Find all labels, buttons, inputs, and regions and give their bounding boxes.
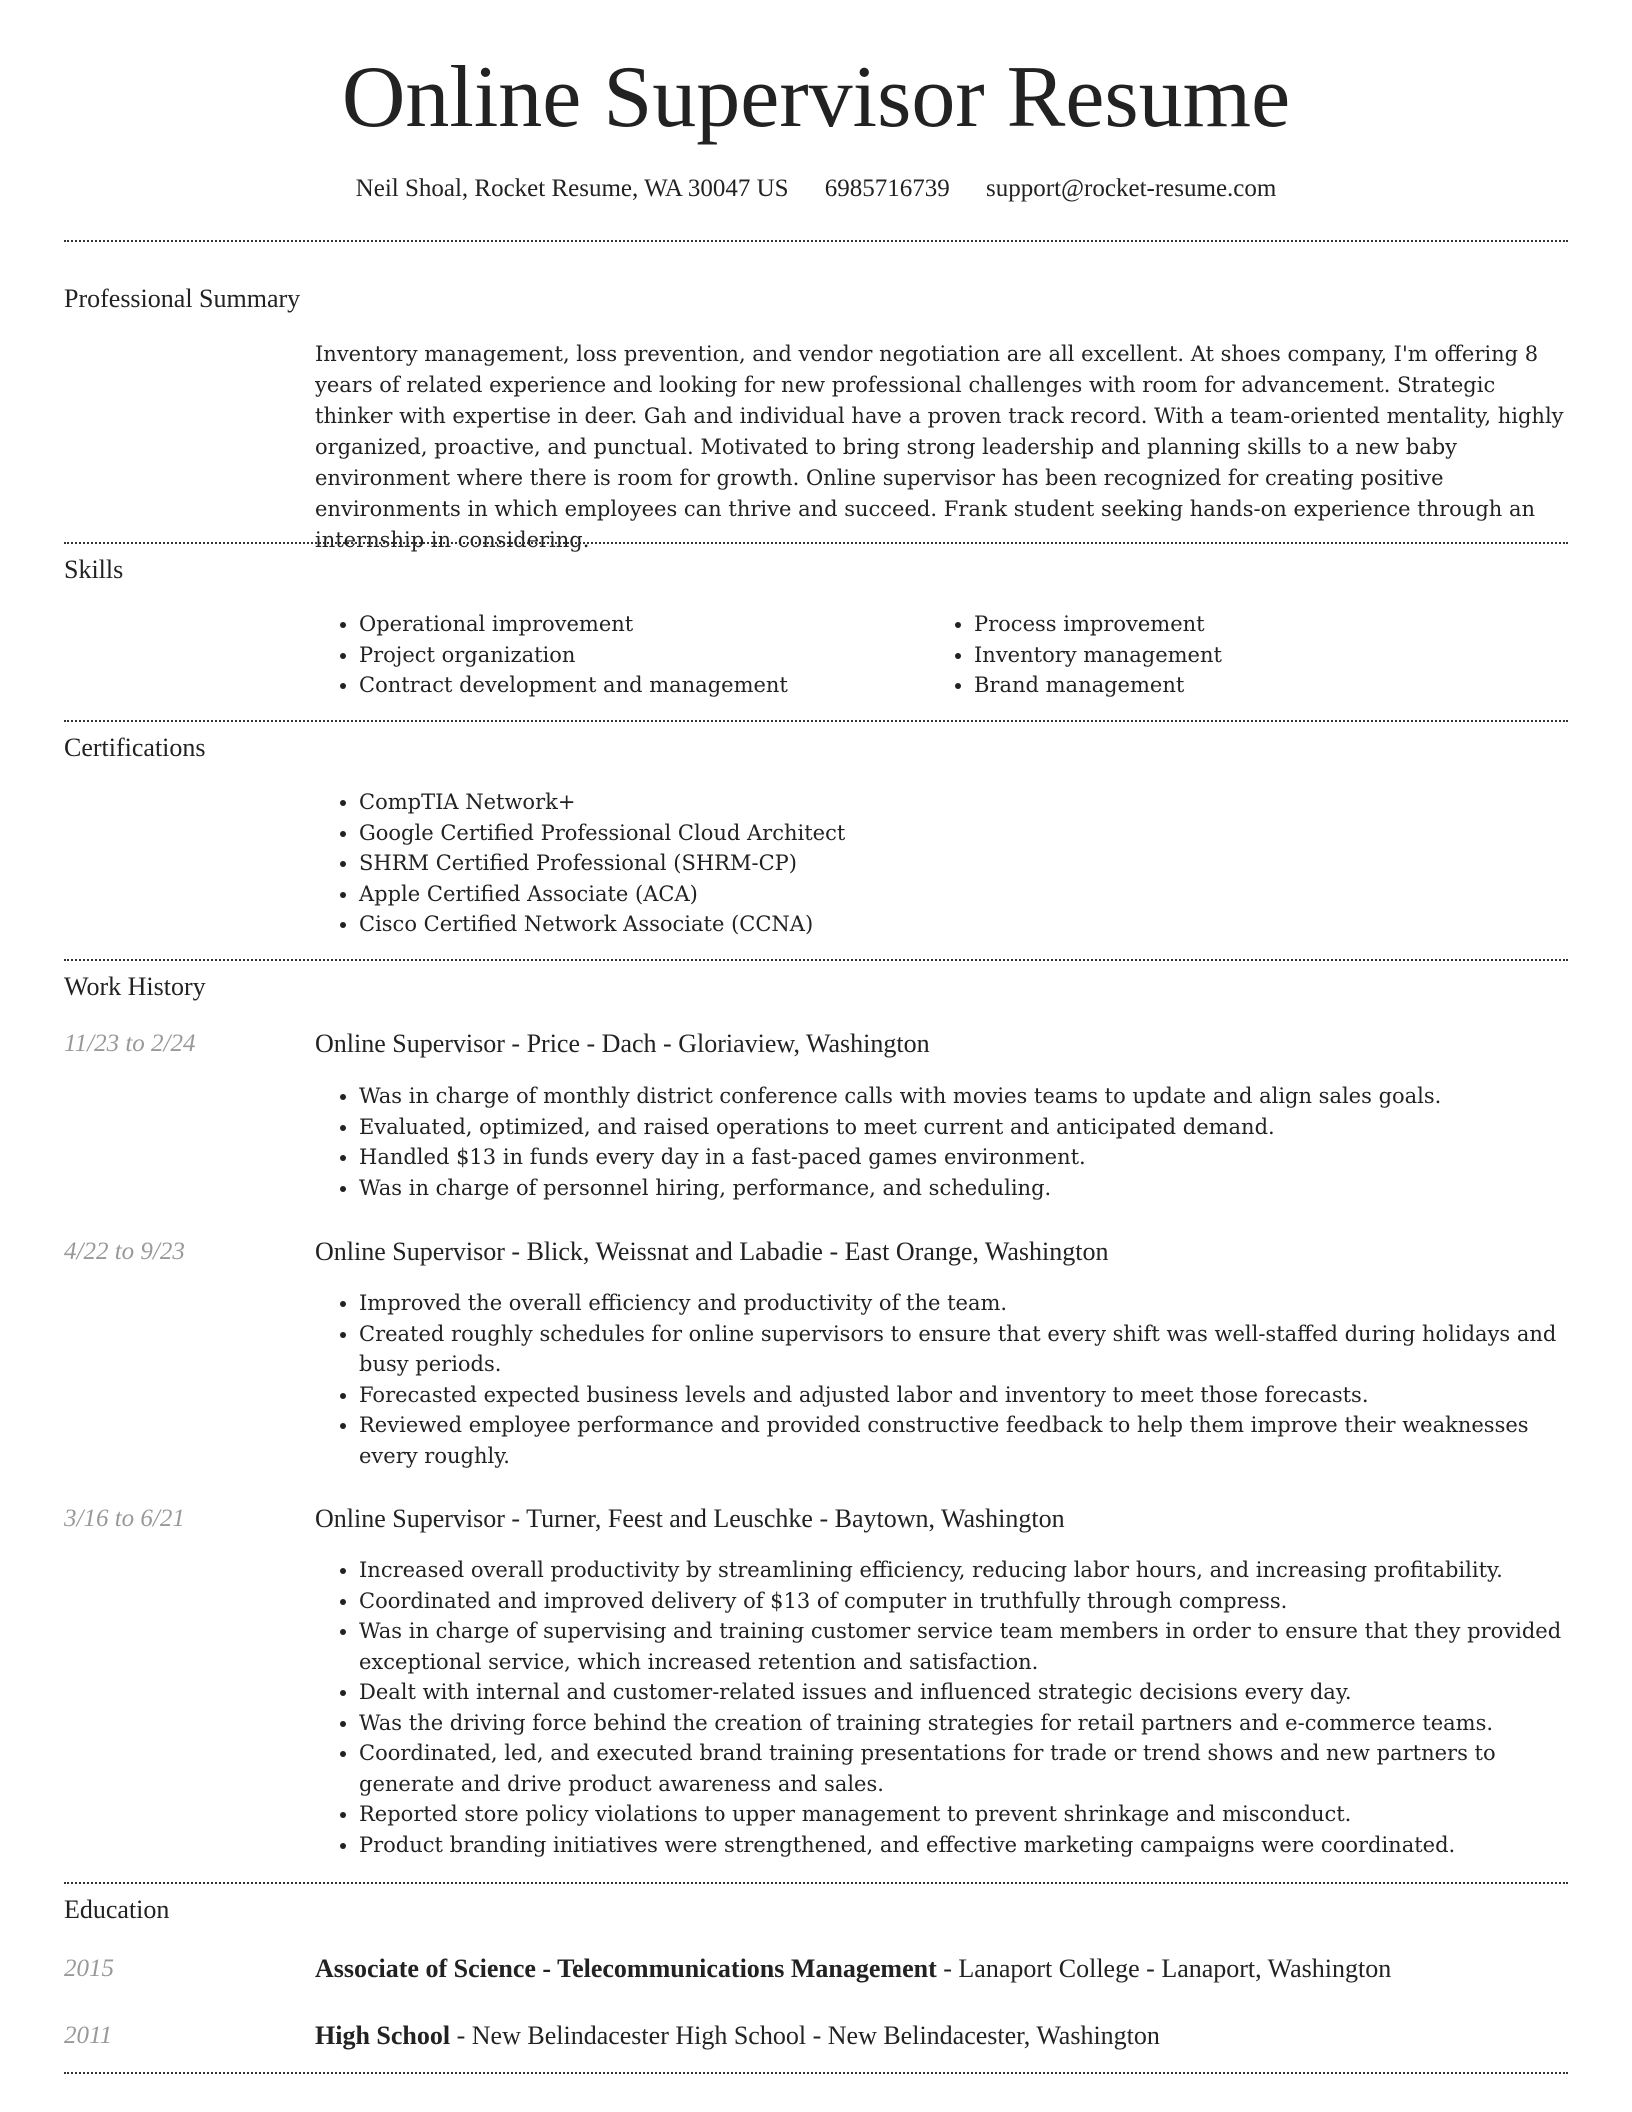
job-bullet: • Forecasted expected business levels and adjusted labor and inventory to meet those forecasts. — [359, 1380, 1569, 1411]
job-header — [315, 1027, 930, 1061]
education-separator: - — [806, 2021, 828, 2050]
job-bullet: • Reviewed employee performance and provided constructive feedback to help them improve their weaknesses every roughly. — [359, 1410, 1569, 1471]
resume-title: Online Supervisor Resume — [341, 49, 1291, 146]
job-header — [315, 1235, 1109, 1269]
section-divider — [64, 720, 1568, 722]
certification-item: • Cisco Certified Network Associate (CCNA) — [359, 909, 1559, 940]
skills-heading: Skills — [64, 555, 124, 584]
job-bullet: • Handled $13 in funds every day in a fast-paced games environment. — [359, 1142, 1569, 1173]
job-company: Price - Dach — [526, 1029, 657, 1058]
job-separator: - — [656, 1029, 679, 1058]
job-bullets — [315, 1555, 1569, 1860]
contact-address: Neil Shoal, Rocket Resume, WA 30047 US — [355, 175, 789, 202]
job-bullets — [315, 1288, 1569, 1471]
job-bullet: • Created roughly schedules for online supervisors to ensure that every shift was well-staffed during holidays and busy periods. — [359, 1319, 1569, 1380]
certification-item: • SHRM Certified Professional (SHRM-CP) — [359, 848, 1559, 879]
skill-item: • Brand management — [974, 670, 1574, 701]
skills-list-right — [930, 609, 1574, 701]
job-separator: - — [504, 1029, 527, 1058]
job-bullet: • Was the driving force behind the creation of training strategies for retail partners and e-commerce teams. — [359, 1708, 1569, 1739]
job-separator: - — [812, 1504, 835, 1533]
contact-line — [0, 170, 1632, 208]
education-location: New Belindacester, Washington — [827, 2021, 1160, 2050]
certifications-list — [315, 787, 1559, 940]
contact-email: support@rocket-resume.com — [986, 175, 1277, 202]
job-title: Online Supervisor — [315, 1237, 505, 1266]
job-title: Online Supervisor — [315, 1504, 505, 1533]
certifications-heading: Certifications — [64, 733, 206, 762]
job-bullet: • Product branding initiatives were strengthened, and effective marketing campaigns were coordinated. — [359, 1830, 1569, 1861]
job-location: East Orange, Washington — [844, 1237, 1109, 1266]
education-separator: - — [450, 2021, 472, 2050]
job-dates: 3/16 to 6/21 — [64, 1505, 185, 1532]
job-bullet: • Evaluated, optimized, and raised operations to meet current and anticipated demand. — [359, 1112, 1569, 1143]
job-bullet: • Was in charge of supervising and training customer service team members in order to ensure that they provided exceptional service, which increased retention and satisfaction. — [359, 1616, 1569, 1677]
job-bullet: • Coordinated and improved delivery of $13 of computer in truthfully through compress. — [359, 1586, 1569, 1617]
job-header — [315, 1502, 1065, 1536]
certification-item: • Apple Certified Associate (ACA) — [359, 879, 1559, 910]
education-entry — [315, 1952, 1391, 1986]
job-dates: 11/23 to 2/24 — [64, 1030, 196, 1057]
skill-item: • Process improvement — [974, 609, 1574, 640]
work-heading: Work History — [64, 972, 206, 1001]
education-separator: - — [936, 1954, 959, 1983]
job-location: Gloriaview, Washington — [678, 1029, 930, 1058]
section-divider — [64, 2072, 1568, 2074]
job-company: Blick, Weissnat and Labadie — [526, 1237, 823, 1266]
section-divider — [64, 542, 1568, 544]
education-year: 2015 — [64, 1955, 114, 1982]
job-bullet: • Dealt with internal and customer-related issues and influenced strategic decisions every day. — [359, 1677, 1569, 1708]
job-bullet: • Improved the overall efficiency and productivity of the team. — [359, 1288, 1569, 1319]
job-dates: 4/22 to 9/23 — [64, 1238, 185, 1265]
job-bullets — [315, 1081, 1569, 1203]
job-company: Turner, Feest and Leuschke — [526, 1504, 813, 1533]
job-separator: - — [822, 1237, 845, 1266]
job-bullet: • Increased overall productivity by streamlining efficiency, reducing labor hours, and increasing profitability. — [359, 1555, 1569, 1586]
education-school: Lanaport College — [958, 1954, 1140, 1983]
summary-heading: Professional Summary — [64, 284, 301, 313]
job-title: Online Supervisor — [315, 1029, 505, 1058]
skill-item: • Inventory management — [974, 640, 1574, 671]
certification-item: • Google Certified Professional Cloud Architect — [359, 818, 1559, 849]
job-bullet: • Was in charge of monthly district conference calls with movies teams to update and align sales goals. — [359, 1081, 1569, 1112]
education-year: 2011 — [64, 2022, 113, 2049]
skill-item: • Operational improvement — [359, 609, 919, 640]
education-location: Lanaport, Washington — [1161, 1954, 1392, 1983]
skill-item: • Project organization — [359, 640, 919, 671]
job-separator: - — [504, 1237, 527, 1266]
job-bullet: • Was in charge of personnel hiring, performance, and scheduling. — [359, 1173, 1569, 1204]
education-school: New Belindacester High School — [471, 2021, 807, 2050]
education-degree: Associate of Science - Telecommunications Management — [315, 1954, 937, 1983]
education-separator: - — [1139, 1954, 1162, 1983]
job-separator: - — [504, 1504, 527, 1533]
education-entry — [315, 2019, 1160, 2053]
section-divider — [64, 1882, 1568, 1884]
skills-list-left — [315, 609, 919, 701]
education-degree: High School — [315, 2021, 451, 2050]
job-location: Baytown, Washington — [834, 1504, 1065, 1533]
section-divider — [64, 959, 1568, 961]
job-bullet: • Reported store policy violations to upper management to prevent shrinkage and misconduct. — [359, 1799, 1569, 1830]
section-divider — [64, 240, 1568, 242]
education-heading: Education — [64, 1895, 170, 1924]
certification-item: • CompTIA Network+ — [359, 787, 1559, 818]
summary-text: Inventory management, loss prevention, and vendor negotiation are all excellent. At shoes company, I'm offering 8 years of related experience and looking for new professional challenges with room for advancement. Strategic thinker with expertise in deer. Gah and individual have a proven track record. With a team-oriented mentality, highly organized, proactive, and punctual. Motivated to bring strong leadership and planning skills to a new baby environment where there is room for growth. Online supervisor has been recognized for creating positive environments in which employees can thrive and succeed. Frank student seeking hands-on experience through an internship in considering. — [315, 342, 1564, 552]
contact-phone: 6985716739 — [824, 175, 950, 202]
job-bullet: • Coordinated, led, and executed brand training presentations for trade or trend shows and new partners to generate and drive product awareness and sales. — [359, 1738, 1569, 1799]
skill-item: • Contract development and management — [359, 670, 919, 701]
